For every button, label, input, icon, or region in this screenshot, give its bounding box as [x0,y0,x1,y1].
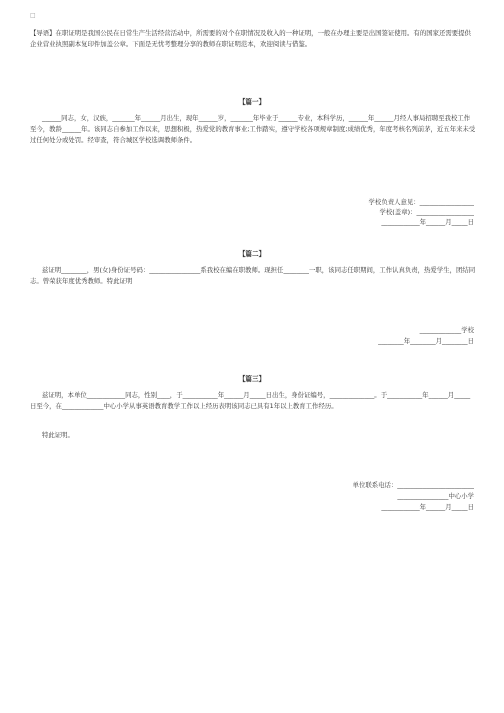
section2-body: 兹证明________，男(女)身份证号码：________________系我校在编在职教师。现担任________一职，该同志任职期间，工作认真负责，热爱学生，团结同志。曾荣获年度优秀教师。特此证明 [30,266,476,285]
section1-sign-date: ____________年______月_____日 [381,218,474,226]
section3-title: 【篇三】 [238,375,266,383]
section3-body: 兹证明，本单位____________同志，性别____，于___________年______月_____日出生，身份证编号，______________。于___________年______月_____日至今，在_____________中心小学从事英语教育教学工作以上经历表明该同志已具有1年以上教育工作经历。 [30,391,471,410]
section3-closing: 特此证明。 [42,431,74,439]
section3-sign-phone: 单位联系电话：________________________ [352,481,474,489]
section1-title: 【篇一】 [238,98,266,106]
section1-body: ______同志，女，汉族，_______年______月出生，现年______岁，_______年毕业于______专业，本科学历，______年______月经人事局招聘至我校工作至今，教龄______年。该同志自参加工作以来，思想积极，热爱党的教育事业;工作踏实，遵守学校各项规章制度;成绩优秀，年度考核名列前茅，近五年来未受过任何处分或处罚。经审查，符合城区学校选调教师条件。 [30,114,476,144]
intro-paragraph: 【导语】在职证明是我国公民在日常生产生活经营活动中，所需要的对个在职情况及收入的一种证明，一般在办理主要是出国签证使用。有的国家还需要提供企业营业执照副本复印件加盖公章。下面是无忧考整理分享的教师在职证明范本，欢迎阅读与借鉴。 [30,29,471,48]
section3-sign-date: ____________年______月_____日 [381,503,474,511]
section3-sign-school: ________________中心小学 [397,492,474,500]
section2-sign-date: ________年________月________日 [378,337,474,345]
page-marker: □ [30,12,36,19]
section2-sign-school: _____________学校 [419,326,474,334]
section2-title: 【篇二】 [238,250,266,258]
section1-sign-seal: 学校(盖章)：__________________ [379,208,474,216]
section1-sign-opinion: 学校负责人意见：_________________ [368,198,474,206]
